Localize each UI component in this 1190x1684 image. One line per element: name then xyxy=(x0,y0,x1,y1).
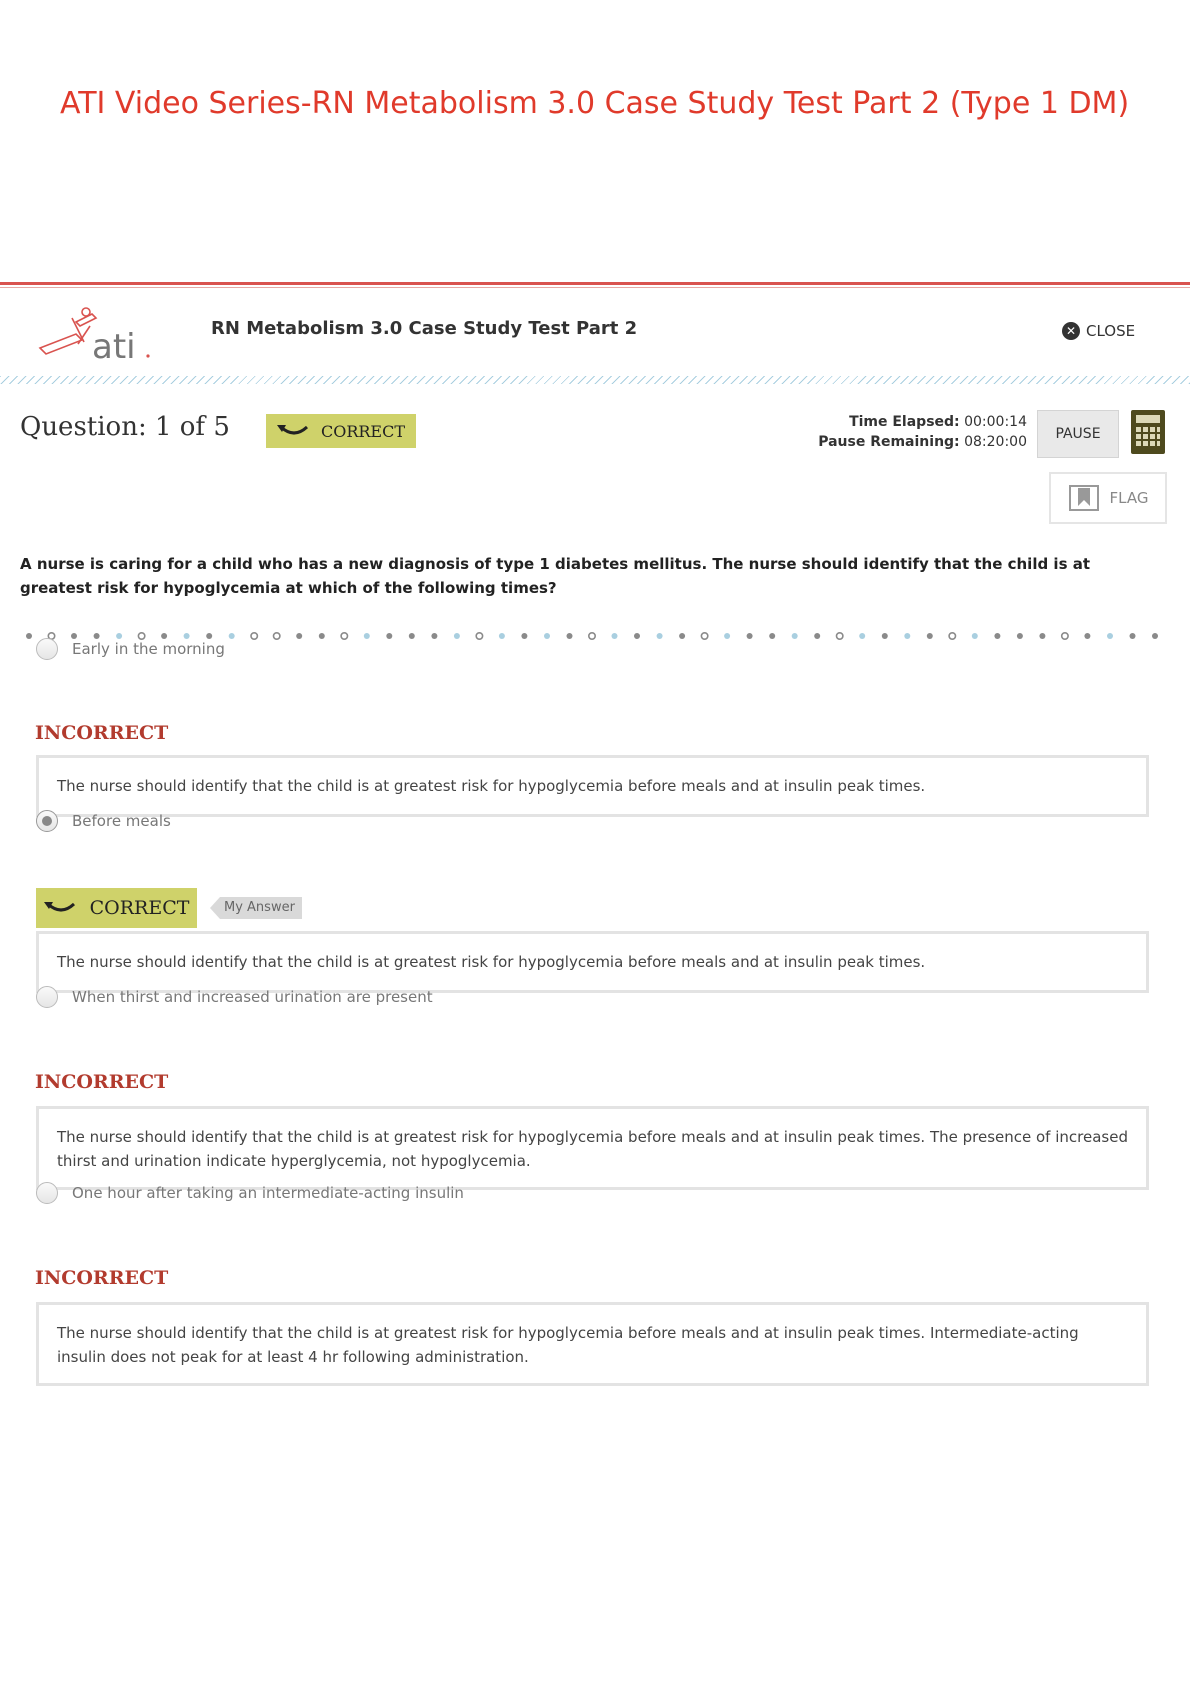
answer-option[interactable] xyxy=(36,986,433,1008)
top-rule-secondary xyxy=(0,287,1190,288)
separator-dot xyxy=(701,633,707,639)
rationale-text: The nurse should identify that the child is at greatest risk for hypoglycemia before meals and at insulin peak times. xyxy=(57,777,926,795)
rationale-box xyxy=(36,931,1149,993)
calculator-icon-graphic xyxy=(1131,410,1165,454)
pause-remaining-label: Pause Remaining: xyxy=(818,434,960,450)
rationale-box xyxy=(36,1106,1149,1190)
header-divider xyxy=(0,376,1190,384)
calculator-icon[interactable] xyxy=(1131,410,1165,454)
separator-dot xyxy=(679,633,685,639)
separator-dot xyxy=(499,633,505,639)
my-answer-label: My Answer xyxy=(224,900,295,915)
rationale-box xyxy=(36,1302,1149,1386)
rationale-box xyxy=(36,755,1149,817)
separator-dot xyxy=(296,633,302,639)
question-text: A nurse is caring for a child who has a new diagnosis of type 1 diabetes mellitus. The nurse should identify that the child is at greatest risk for hypoglycemia at which of the following times? xyxy=(20,555,1091,597)
separator-dot xyxy=(274,633,280,639)
rationale-text: The nurse should identify that the child is at greatest risk for hypoglycemia before meals and at insulin peak times. Intermediate-acting insulin does not peak for at least 4 hr following administration. xyxy=(57,1324,1079,1366)
my-answer-tag xyxy=(210,897,302,919)
separator-dot xyxy=(927,633,933,639)
time-elapsed-value: 00:00:14 xyxy=(964,414,1027,430)
separator-dot xyxy=(454,633,460,639)
answer-option[interactable] xyxy=(36,1182,464,1204)
option-label: Before meals xyxy=(72,812,171,830)
separator-dot xyxy=(1152,633,1158,639)
separator-dot xyxy=(1130,633,1136,639)
undo-arrow-icon xyxy=(277,423,311,439)
separator-dot xyxy=(1062,633,1068,639)
close-label: CLOSE xyxy=(1086,322,1136,340)
time-elapsed xyxy=(780,412,1027,432)
option-label: Early in the morning xyxy=(72,640,225,658)
separator-dot xyxy=(1107,633,1113,639)
bookmark-icon xyxy=(1068,484,1100,512)
flag-button[interactable] xyxy=(1049,472,1167,524)
result-label: INCORRECT xyxy=(35,1267,169,1289)
separator-dot xyxy=(319,633,325,639)
time-elapsed-label: Time Elapsed: xyxy=(849,414,960,430)
separator-dot xyxy=(949,633,955,639)
separator-dot xyxy=(972,633,978,639)
result-label: INCORRECT xyxy=(35,1071,169,1093)
result-label: INCORRECT xyxy=(35,722,169,744)
separator-dot xyxy=(229,633,235,639)
result-badge-label: CORRECT xyxy=(320,421,406,441)
top-rule xyxy=(0,282,1190,285)
separator-dot xyxy=(814,633,820,639)
separator-dot xyxy=(26,633,32,639)
separator-dot xyxy=(994,633,1000,639)
separator-dot xyxy=(724,633,730,639)
separator-dot xyxy=(747,633,753,639)
separator-dot xyxy=(341,633,347,639)
separator-dot xyxy=(792,633,798,639)
close-icon: ✕ xyxy=(1062,322,1080,340)
radio-button[interactable] xyxy=(36,1182,58,1204)
question-counter: Question: 1 of 5 xyxy=(20,412,230,442)
radio-button[interactable] xyxy=(36,986,58,1008)
separator-dot xyxy=(521,633,527,639)
separator-dot xyxy=(1039,633,1045,639)
close-button[interactable] xyxy=(1062,322,1135,340)
ati-logo xyxy=(36,304,156,364)
undo-arrow-icon xyxy=(44,900,78,916)
separator-dot xyxy=(589,633,595,639)
separator-dot xyxy=(657,633,663,639)
separator-dot xyxy=(364,633,370,639)
pause-remaining-value: 08:20:00 xyxy=(964,434,1027,450)
correct-result-badge xyxy=(36,888,197,928)
pause-remaining xyxy=(780,432,1027,452)
separator-dot xyxy=(634,633,640,639)
correct-result-label: CORRECT xyxy=(89,897,190,919)
separator-dot xyxy=(544,633,550,639)
timer-block xyxy=(780,412,1027,452)
radio-button[interactable] xyxy=(36,638,58,660)
separator-dot xyxy=(837,633,843,639)
separator-dot xyxy=(612,633,618,639)
rationale-text: The nurse should identify that the child is at greatest risk for hypoglycemia before meals and at insulin peak times. xyxy=(57,953,926,971)
result-badge xyxy=(266,414,416,448)
option-label: One hour after taking an intermediate-acting insulin xyxy=(72,1184,464,1202)
separator-dot xyxy=(431,633,437,639)
separator-dot xyxy=(904,633,910,639)
rationale-text: The nurse should identify that the child is at greatest risk for hypoglycemia before meals and at insulin peak times. The presence of increased thirst and urination indicate hyperglycemia, not hypoglycemia. xyxy=(57,1128,1128,1170)
flag-label: FLAG xyxy=(1109,489,1149,507)
separator-dot xyxy=(386,633,392,639)
separator-dot xyxy=(769,633,775,639)
separator-dot xyxy=(1017,633,1023,639)
document-title: ATI Video Series-RN Metabolism 3.0 Case Study Test Part 2 (Type 1 DM) xyxy=(60,86,1130,121)
option-label: When thirst and increased urination are present xyxy=(72,988,433,1006)
app-title: RN Metabolism 3.0 Case Study Test Part 2 xyxy=(211,318,638,339)
logo-text: ati xyxy=(92,327,136,364)
separator-dot xyxy=(882,633,888,639)
test-window xyxy=(0,282,1190,1402)
answer-option[interactable] xyxy=(36,638,225,660)
radio-button-selected[interactable] xyxy=(36,810,58,832)
separator-dot xyxy=(409,633,415,639)
pause-button[interactable]: PAUSE xyxy=(1037,410,1119,458)
answer-option[interactable] xyxy=(36,810,171,832)
separator-dot xyxy=(1084,633,1090,639)
separator-dot xyxy=(859,633,865,639)
separator-dot xyxy=(251,633,257,639)
separator-dot xyxy=(476,633,482,639)
ati-logo-icon xyxy=(36,304,156,364)
separator-dot xyxy=(567,633,573,639)
